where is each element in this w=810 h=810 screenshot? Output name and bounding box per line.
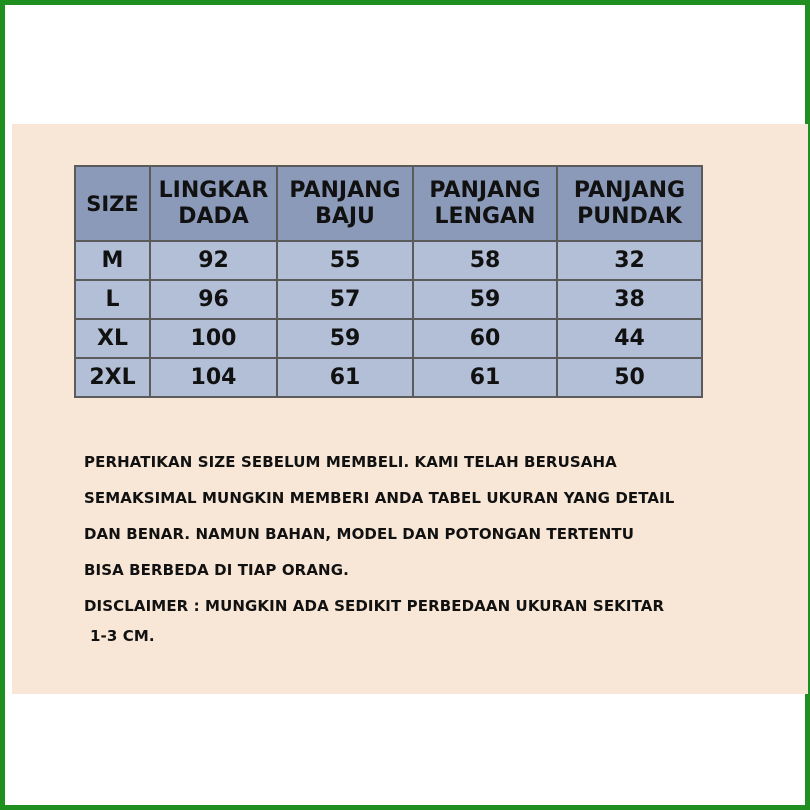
note-line: BISA BERBEDA DI TIAP ORANG. (84, 561, 349, 579)
table-header-row (75, 166, 702, 241)
table-cell: 104 (150, 358, 277, 397)
table-cell: 59 (277, 319, 413, 358)
table-cell: 58 (413, 241, 557, 280)
table-cell: L (75, 280, 150, 319)
header-lingkar-dada: LINGKAR DADA (150, 166, 277, 241)
table-cell: 61 (413, 358, 557, 397)
disclaimer-line: 1-3 CM. (90, 627, 155, 645)
table-cell: M (75, 241, 150, 280)
table-row (75, 241, 702, 280)
table-row (75, 358, 702, 397)
header-size: SIZE (75, 166, 150, 241)
table-cell: 92 (150, 241, 277, 280)
size-chart-panel (12, 124, 808, 694)
note-line: DAN BENAR. NAMUN BAHAN, MODEL DAN POTONGAN TERTENTU (84, 525, 635, 543)
header-panjang-pundak: PANJANG PUNDAK (557, 166, 702, 241)
table-cell: 100 (150, 319, 277, 358)
table-cell: 96 (150, 280, 277, 319)
note-line: SEMAKSIMAL MUNGKIN MEMBERI ANDA TABEL UKURAN YANG DETAIL (84, 489, 675, 507)
size-notes (84, 444, 784, 654)
table-cell: 2XL (75, 358, 150, 397)
size-table (74, 165, 703, 398)
table-cell: 44 (557, 319, 702, 358)
table-cell: 50 (557, 358, 702, 397)
table-cell: 57 (277, 280, 413, 319)
table-row (75, 319, 702, 358)
table-cell: 61 (277, 358, 413, 397)
note-line: PERHATIKAN SIZE SEBELUM MEMBELI. KAMI TELAH BERUSAHA (84, 453, 617, 471)
header-panjang-lengan: PANJANG LENGAN (413, 166, 557, 241)
table-cell: 32 (557, 241, 702, 280)
table-cell: 59 (413, 280, 557, 319)
table-row (75, 280, 702, 319)
table-cell: XL (75, 319, 150, 358)
table-cell: 38 (557, 280, 702, 319)
disclaimer-line: DISCLAIMER : MUNGKIN ADA SEDIKIT PERBEDAAN UKURAN SEKITAR (84, 597, 665, 615)
table-cell: 60 (413, 319, 557, 358)
header-panjang-baju: PANJANG BAJU (277, 166, 413, 241)
table-cell: 55 (277, 241, 413, 280)
